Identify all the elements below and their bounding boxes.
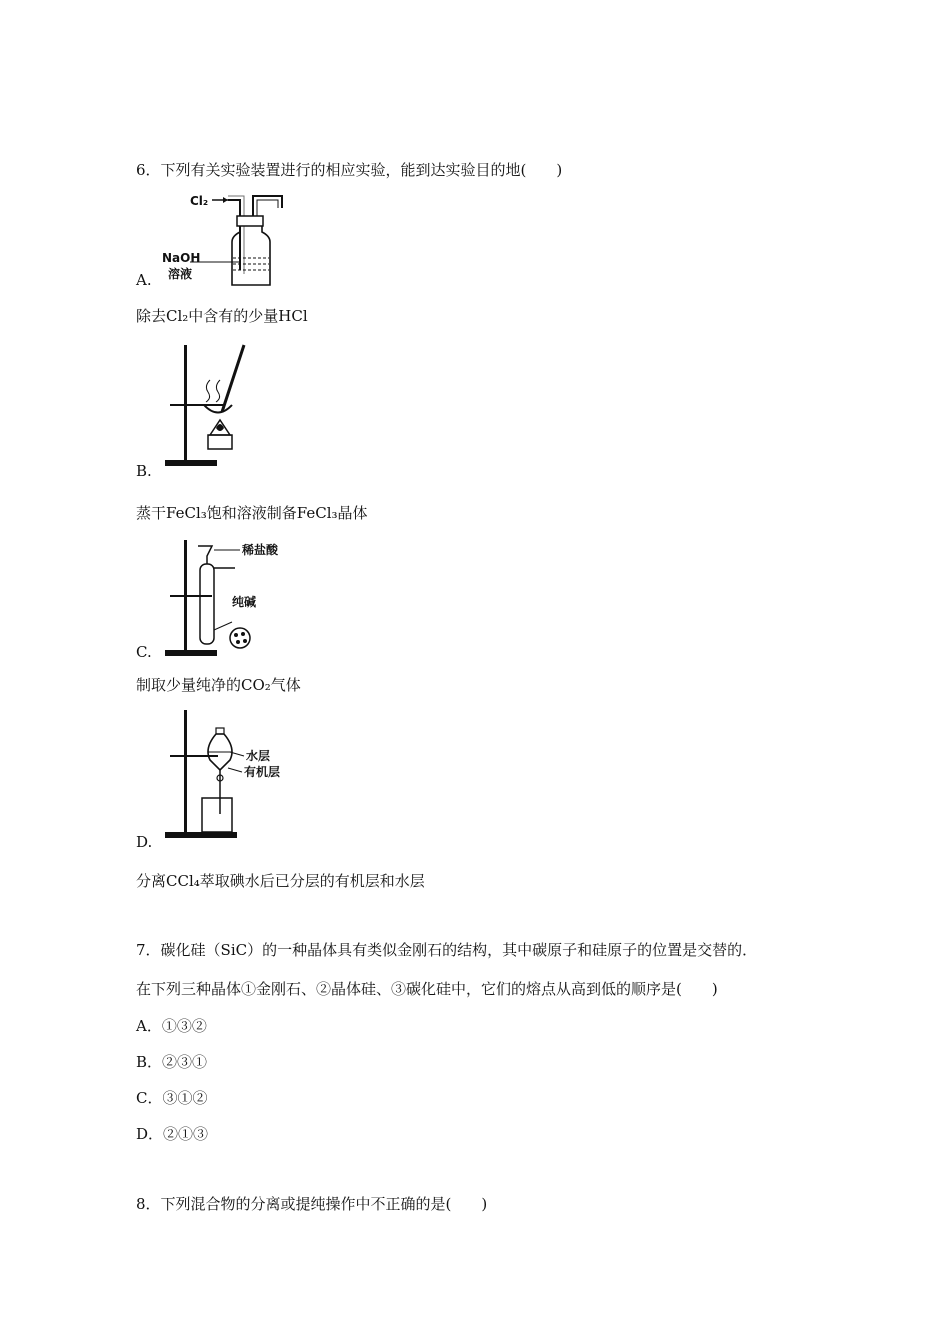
q7-option-d: D．②①③ [136, 1125, 209, 1143]
q6-option-d-letter: D. [136, 833, 153, 851]
q6-option-b-letter: B. [136, 462, 152, 480]
q6-option-c-figure [160, 538, 310, 663]
q8-stem: 8．下列混合物的分离或提纯操作中不正确的是( ) [136, 1195, 488, 1213]
cl2-label: Cl₂ [190, 194, 209, 208]
q6-option-b-caption: 蒸干FeCl₃饱和溶液制备FeCl₃晶体 [136, 504, 368, 522]
q6-option-a-caption: 除去Cl₂中含有的少量HCl [136, 307, 308, 325]
water-layer-label: 水层 [246, 749, 271, 763]
q7-option-c: C．③①② [136, 1089, 208, 1107]
q7-option-a: A．①③② [136, 1017, 207, 1035]
dilute-hcl-label: 稀盐酸 [242, 543, 279, 557]
organic-layer-label: 有机层 [244, 765, 281, 779]
q7-option-b: B．②③① [136, 1053, 208, 1071]
q7-stem-line2: 在下列三种晶体①金刚石、②晶体硅、③碳化硅中，它们的熔点从高到低的顺序是( ) [136, 980, 718, 998]
solution-label: 溶液 [168, 267, 193, 281]
q6-option-d-figure [160, 708, 310, 840]
q6-stem: 6．下列有关实验装置进行的相应实验，能到达实验目的地( ) [136, 161, 563, 179]
q6-option-d-caption: 分离CCl₄萃取碘水后已分层的有机层和水层 [136, 872, 425, 890]
q7-stem-line1: 7．碳化硅（SiC）的一种晶体具有类似金刚石的结构，其中碳原子和硅原子的位置是交替的． [136, 941, 758, 959]
q6-option-a-figure [160, 190, 310, 290]
soda-ash-label: 纯碱 [232, 595, 257, 609]
q6-option-a-letter: A. [136, 271, 152, 289]
naoh-label: NaOH [162, 251, 201, 265]
q6-option-c-caption: 制取少量纯净的CO₂气体 [136, 676, 301, 694]
q6-option-b-figure [160, 340, 260, 470]
q6-option-c-letter: C. [136, 643, 152, 661]
